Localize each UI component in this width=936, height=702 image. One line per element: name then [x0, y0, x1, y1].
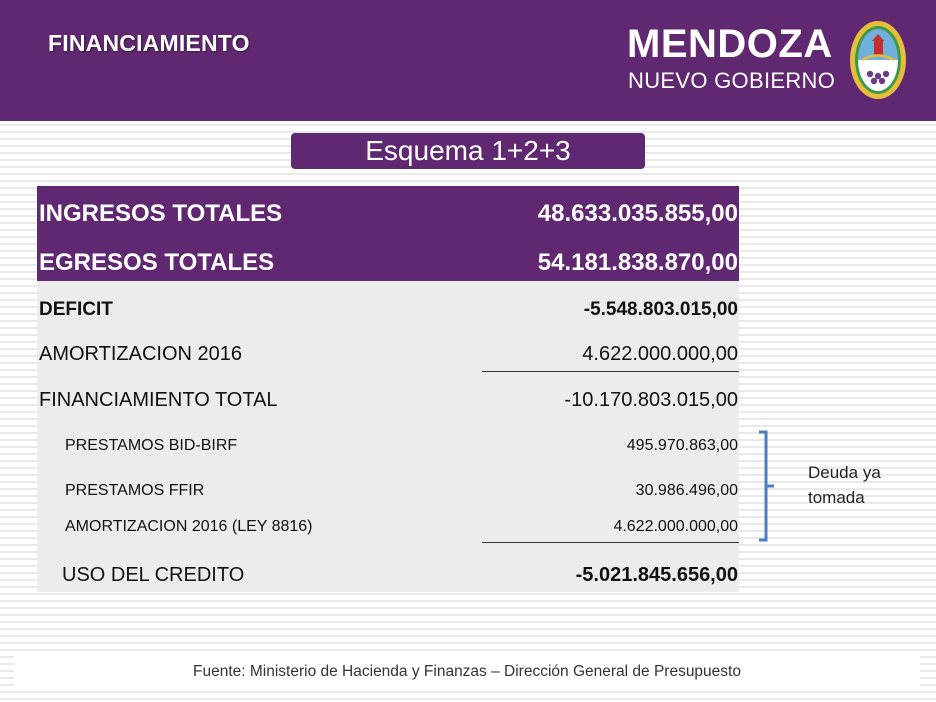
row-label: PRESTAMOS BID-BIRF — [65, 437, 238, 454]
row-value: 495.970.863,00 — [626, 437, 738, 454]
row-value: -10.170.803.015,00 — [564, 389, 738, 411]
source-footer: Fuente: Ministerio de Hacienda y Finanzas – Dirección General de Presupuesto — [14, 655, 920, 689]
debt-note: Deuda ya tomada — [808, 463, 881, 507]
logo-subtitle: NUEVO GOBIERNO — [628, 68, 836, 93]
mendoza-coat-of-arms-icon — [848, 18, 908, 102]
row-label: AMORTIZACION 2016 — [39, 343, 243, 365]
row-value: 4.622.000.000,00 — [582, 343, 738, 365]
row-value: -5.548.803.015,00 — [583, 299, 738, 320]
row-label: PRESTAMOS FFIR — [65, 482, 205, 499]
header-banner — [0, 0, 936, 121]
row-label: DEFICIT — [39, 299, 113, 320]
row-value: -5.021.845.656,00 — [575, 564, 738, 586]
right-brace-icon — [756, 430, 786, 542]
scheme-label: Esquema 1+2+3 — [291, 133, 645, 169]
logo-title: MENDOZA — [627, 22, 833, 66]
row-value: 48.633.035.855,00 — [537, 200, 738, 227]
row-value: 54.181.838.870,00 — [537, 249, 738, 276]
row-value: 30.986.496,00 — [635, 482, 738, 499]
page-title: FINANCIAMIENTO — [48, 30, 250, 56]
row-label: FINANCIAMIENTO TOTAL — [39, 389, 278, 411]
row-label: INGRESOS TOTALES — [39, 200, 283, 227]
row-label: AMORTIZACION 2016 (LEY 8816) — [65, 518, 313, 535]
financing-table — [37, 186, 739, 592]
row-label: EGRESOS TOTALES — [39, 249, 275, 276]
subtotal-rule — [482, 542, 739, 543]
row-label: USO DEL CREDITO — [62, 564, 245, 586]
subtotal-rule — [482, 371, 739, 372]
row-value: 4.622.000.000,00 — [613, 518, 738, 535]
